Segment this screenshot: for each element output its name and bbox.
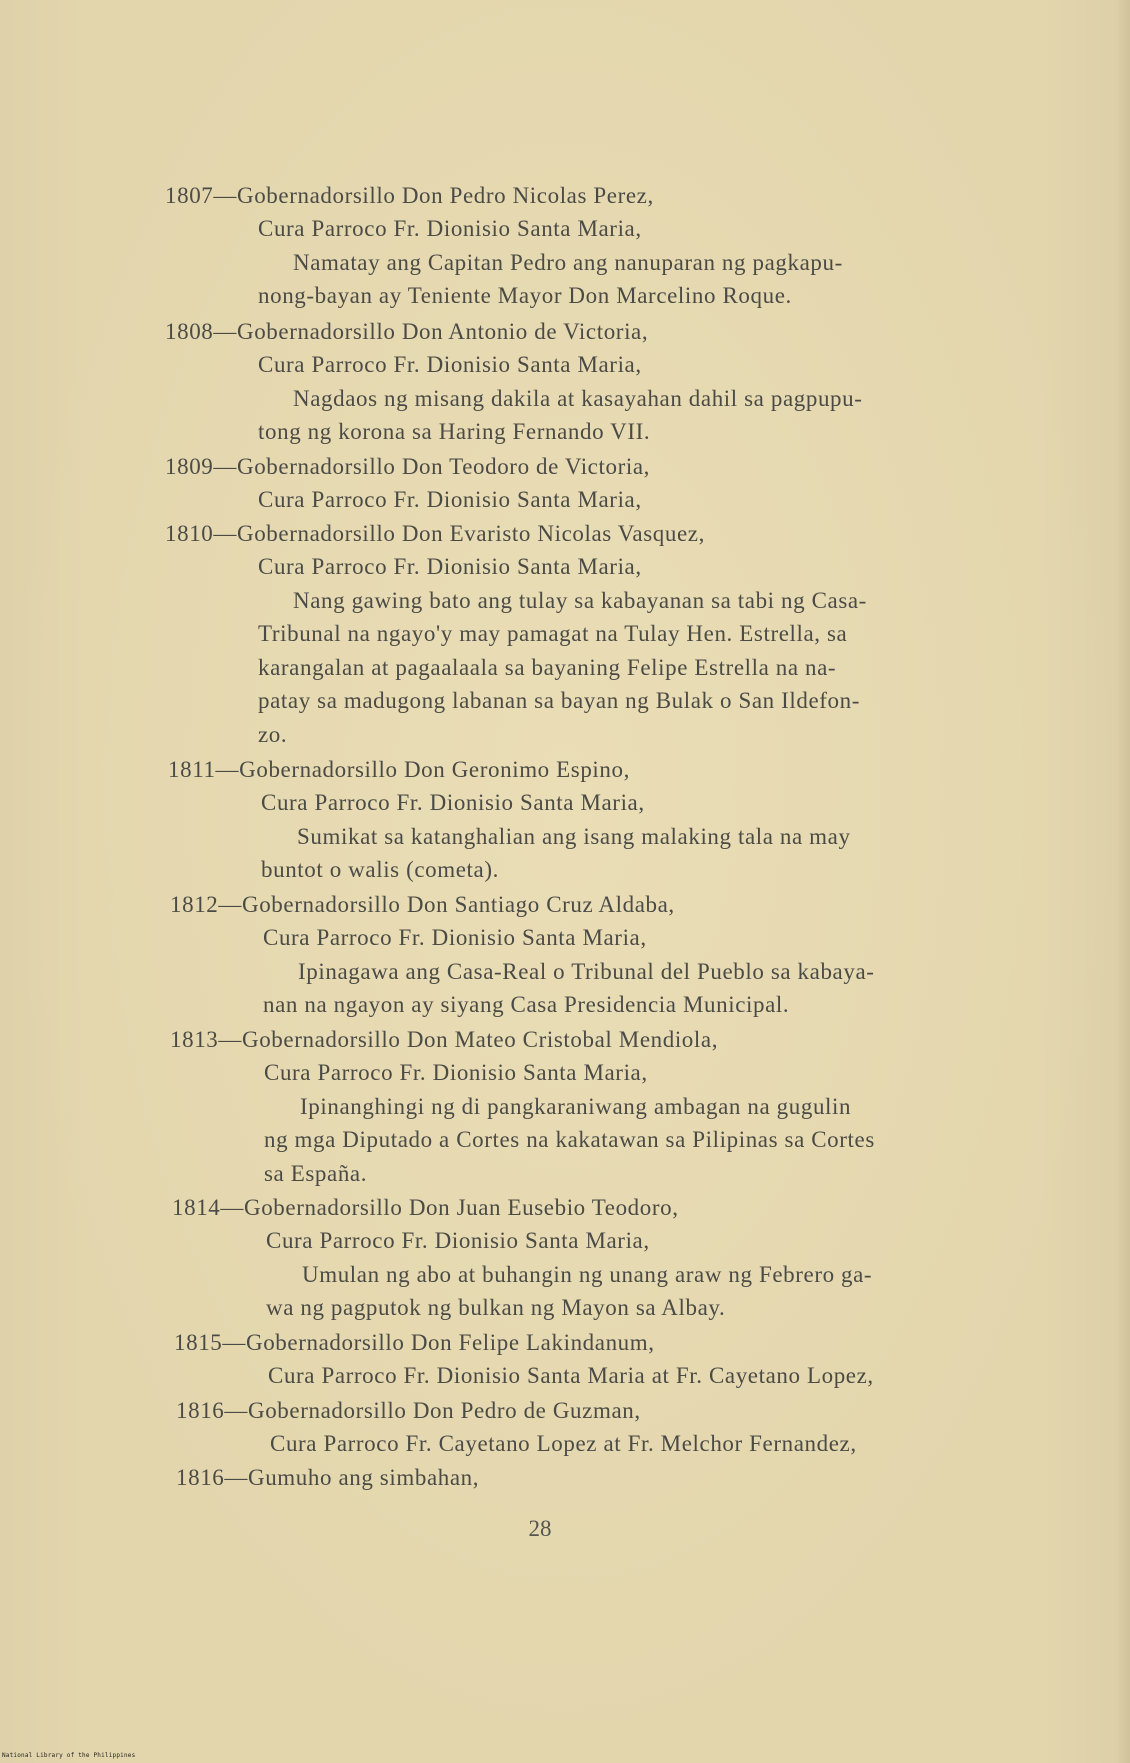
entry-1809-cura: Cura Parroco Fr. Dionisio Santa Maria,	[258, 487, 642, 512]
entry-1816-heading: 1816—Gobernadorsillo Don Pedro de Guzman,	[176, 1398, 641, 1423]
entry-1810-note: patay sa madugong labanan sa bayan ng Bulak o San Ildefon-	[258, 688, 860, 713]
entry-1813-cura: Cura Parroco Fr. Dionisio Santa Maria,	[264, 1060, 648, 1085]
entry-1811-note: buntot o walis (cometa).	[261, 857, 499, 882]
entry-1811-heading: 1811—Gobernadorsillo Don Geronimo Espino,	[168, 757, 630, 782]
entry-1810-note: Nang gawing bato ang tulay sa kabayanan sa tabi ng Casa-	[293, 588, 867, 613]
entry-1814-note: Umulan ng abo at buhangin ng unang araw ng Febrero ga-	[302, 1262, 873, 1287]
entry-1814-note: wa ng pagputok ng bulkan ng Mayon sa Albay.	[266, 1295, 726, 1320]
entry-1807-cura: Cura Parroco Fr. Dionisio Santa Maria,	[258, 216, 642, 241]
entry-1816-cura: Cura Parroco Fr. Cayetano Lopez at Fr. Melchor Fernandez,	[270, 1431, 857, 1456]
entry-1815-heading: 1815—Gobernadorsillo Don Felipe Lakindanum,	[174, 1330, 655, 1355]
entry-1809-heading: 1809—Gobernadorsillo Don Teodoro de Victoria,	[165, 454, 650, 479]
entry-1815-cura: Cura Parroco Fr. Dionisio Santa Maria at Fr. Cayetano Lopez,	[268, 1363, 874, 1388]
entry-1811-cura: Cura Parroco Fr. Dionisio Santa Maria,	[261, 790, 645, 815]
entry-1810-note: zo.	[258, 722, 288, 747]
entry-1813-note: sa España.	[264, 1161, 368, 1186]
entry-1812-note: nan na ngayon ay siyang Casa Presidencia Municipal.	[263, 992, 790, 1017]
entry-1810-cura: Cura Parroco Fr. Dionisio Santa Maria,	[258, 554, 642, 579]
library-footer: National Library of the Philippines	[2, 1752, 136, 1759]
entry-1808-cura: Cura Parroco Fr. Dionisio Santa Maria,	[258, 352, 642, 377]
page-number: 28	[528, 1516, 552, 1541]
entry-1812-cura: Cura Parroco Fr. Dionisio Santa Maria,	[263, 925, 647, 950]
entry-1807-note: Namatay ang Capitan Pedro ang nanuparan ng pagkapu-	[293, 250, 843, 275]
entry-1810-note: karangalan at pagaalaala sa bayaning Felipe Estrella na na-	[258, 655, 837, 680]
entry-1807-heading: 1807—Gobernadorsillo Don Pedro Nicolas Perez,	[165, 183, 654, 208]
entry-1813-note: Ipinanghingi ng di pangkaraniwang ambagan na gugulin	[300, 1094, 852, 1119]
page-edge-shadow	[1116, 0, 1130, 1763]
entry-1812-heading: 1812—Gobernadorsillo Don Santiago Cruz Aldaba,	[170, 892, 675, 917]
entry-1810-note: Tribunal na ngayo'y may pamagat na Tulay Hen. Estrella, sa	[258, 621, 848, 646]
entry-1808-heading: 1808—Gobernadorsillo Don Antonio de Victoria,	[165, 319, 649, 344]
entry-1813-heading: 1813—Gobernadorsillo Don Mateo Cristobal Mendiola,	[170, 1027, 719, 1052]
entry-1812-note: Ipinagawa ang Casa-Real o Tribunal del Pueblo sa kabaya-	[298, 959, 875, 984]
entry-1807-note: nong-bayan ay Teniente Mayor Don Marcelino Roque.	[258, 283, 792, 308]
entry-1811-note: Sumikat sa katanghalian ang isang malaking tala na may	[297, 824, 851, 849]
entry-1814-cura: Cura Parroco Fr. Dionisio Santa Maria,	[266, 1228, 650, 1253]
entry-1813-note: ng mga Diputado a Cortes na kakatawan sa Pilipinas sa Cortes	[264, 1127, 875, 1152]
entry-1808-note: tong ng korona sa Haring Fernando VII.	[258, 419, 651, 444]
entry-1808-note: Nagdaos ng misang dakila at kasayahan dahil sa pagpupu-	[293, 386, 863, 411]
entry-1814-heading: 1814—Gobernadorsillo Don Juan Eusebio Teodoro,	[172, 1195, 679, 1220]
entry-1816-collapse: 1816—Gumuho ang simbahan,	[176, 1465, 480, 1490]
entry-1810-heading: 1810—Gobernadorsillo Don Evaristo Nicolas Vasquez,	[165, 521, 705, 546]
